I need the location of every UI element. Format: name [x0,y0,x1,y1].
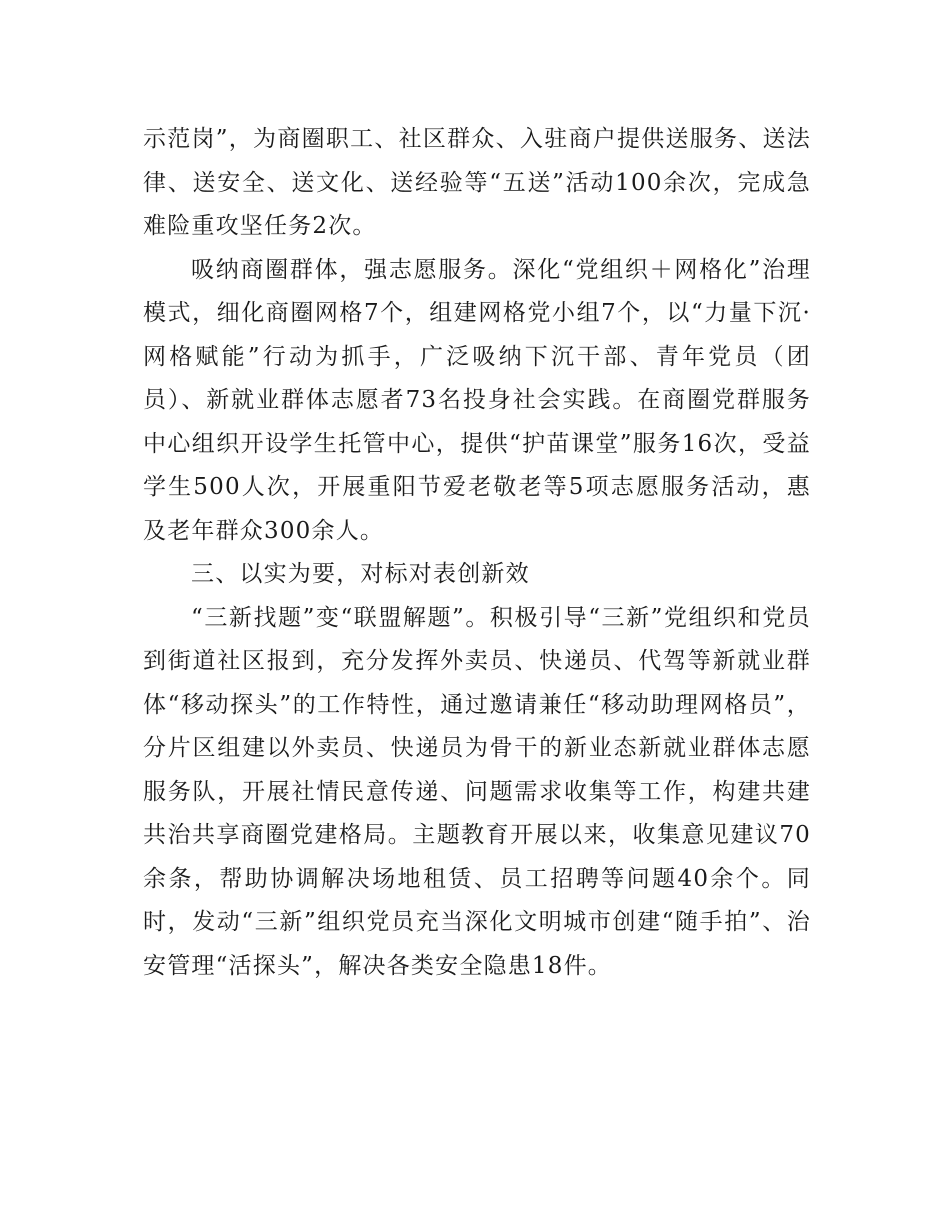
section-heading: 三、以实为要，对标对表创新效 [191,561,530,587]
paragraph-volunteer-service: 吸纳商圈群体，强志愿服务。深化“党组织＋网格化”治理模式，细化商圈网格7个，组建网格党小组7个，以“力量下沉·网格赋能”行动为抓手，广泛吸纳下沉干部、青年党员（团员）、新就业群体志愿者73名投身社会实践。在商圈党群服务中心组织开设学生托管中心，提供“护苗课堂”服务16次，受益学生500人次，开展重阳节爱老敬老等5项志愿服务活动，惠及老年群众300余人。 [143,256,811,544]
document-body [143,118,811,988]
paragraph-continuation: 示范岗”，为商圈职工、社区群众、入驻商户提供送服务、送法律、送安全、送文化、送经验等“五送”活动100余次，完成急难险重攻坚任务2次。 [143,126,811,239]
paragraph-alliance: “三新找题”变“联盟解题”。积极引导“三新”党组织和党员到街道社区报到，充分发挥外卖员、快递员、代驾等新就业群体“移动探头”的工作特性，通过邀请兼任“移动助理网格员”，分片区组建以外卖员、快递员为骨干的新业态新就业群体志愿服务队，开展社情民意传递、问题需求收集等工作，构建共建共治共享商圈党建格局。主题教育开展以来，收集意见建议70余条，帮助协调解决场地租赁、员工招聘等问题40余个。同时，发动“三新”组织党员充当深化文明城市创建“随手拍”、治安管理“活探头”，解决各类安全隐患18件。 [143,604,811,979]
